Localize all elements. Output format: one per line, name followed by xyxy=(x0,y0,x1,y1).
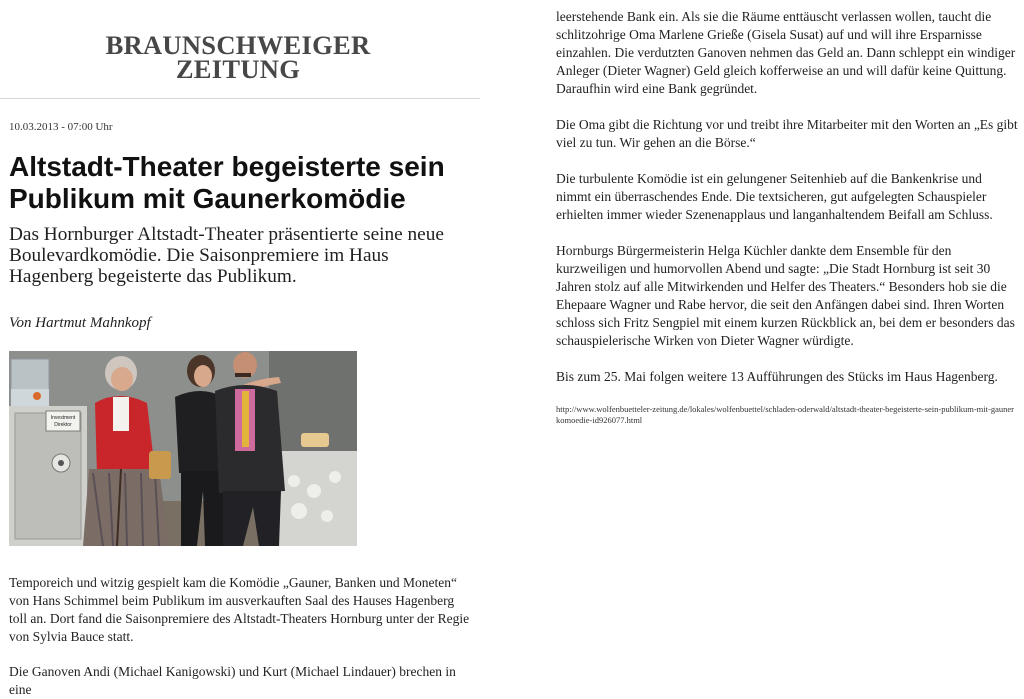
left-column xyxy=(0,0,480,697)
article-paragraph-1: Temporeich und witzig gespielt kam die Komödie „Gauner, Banken und Moneten“ von Hans Schimmel beim Publikum im ausverkauften Saal des Hauses Hagenberg toll an. Dort fand die Saisonpremiere des Altstadt-Theaters Hornburg unter der Regie von Sylvia Bauce statt. xyxy=(9,575,470,644)
photo-sign-text: Investment xyxy=(50,415,76,421)
article-paragraph-7: Bis zum 25. Mai folgen weitere 13 Aufführungen des Stücks im Haus Hagenberg. xyxy=(556,369,998,384)
article-photo[interactable] xyxy=(9,351,357,546)
article-paragraph-3: leerstehende Bank ein. Als sie die Räume enttäuscht verlassen wollen, taucht die schlitzohrige Oma Marlene Grieße (Gisela Susat) auf und will ihre Ersparnisse einzahlen. Die verdutzten Ganoven nehmen das Geld an. Dann schleppt ein windiger Anleger (Dieter Wagner) Geld gleich kofferweise an und will dafür keine Quittung. Daraufhin wird eine Bank gegründet. xyxy=(556,9,1016,96)
logo-line-1: BRAUNSCHWEIGER xyxy=(105,30,371,60)
article-date: 10.03.2013 - 07:00 Uhr xyxy=(9,121,113,133)
newspaper-logo[interactable] xyxy=(0,30,476,84)
logo-line-2: ZEITUNG xyxy=(175,54,301,84)
right-column xyxy=(556,8,1018,444)
article-paragraph-4: Die Oma gibt die Richtung vor und treibt ihre Mitarbeiter mit den Worten an „Es gibt viel zu tun. Wir gehen an die Börse.“ xyxy=(556,117,1018,150)
masthead xyxy=(0,0,480,99)
article-paragraph-5: Die turbulente Komödie ist ein gelungener Seitenhieb auf die Bankenkrise und nimmt ein überraschendes Ende. Die textsicheren, gut aufgelegten Schauspieler erhielten immer wieder Szenenapplaus und langanhaltendem Beifall am Schluss. xyxy=(556,171,993,222)
article-headline: Altstadt-Theater begeisterte sein Publikum mit Gaunerkomödie xyxy=(9,151,445,214)
article-lead: Das Hornburger Altstadt-Theater präsentierte seine neue Boulevardkomödie. Die Saisonpremiere im Haus Hagenberg begeisterte das Publikum. xyxy=(9,224,444,287)
source-url-link[interactable]: http://www.wolfenbuetteler-zeitung.de/lokales/wolfenbuettel/schladen-oderwald/altstadt-theater-begeisterte-sein-publikum-mit-gaunerkomoedie-id926077.html xyxy=(556,404,1014,425)
svg-text:Direktor: Direktor xyxy=(54,422,72,428)
article-byline: Von Hartmut Mahnkopf xyxy=(9,315,151,331)
article-paragraph-6: Hornburgs Bürgermeisterin Helga Küchler dankte dem Ensemble für den kurzweiligen und humorvollen Abend und sagte: „Die Stadt Hornburg ist seit 30 Jahren stolz auf alle Mitwirkenden und Helfer des Theaters.“ Besonders hob sie die Ehepaare Wagner und Rabe hervor, die seit den Anfängen dabei sind. Ihren Worten schloss sich Fritz Sengpiel mit einem kurzen Rückblick an, bei dem er besonders das schauspielerische Wirken von Dieter Wagner würdigte. xyxy=(556,243,1015,348)
article-paragraph-2: Die Ganoven Andi (Michael Kanigowski) und Kurt (Michael Lindauer) brechen in eine xyxy=(9,664,456,697)
